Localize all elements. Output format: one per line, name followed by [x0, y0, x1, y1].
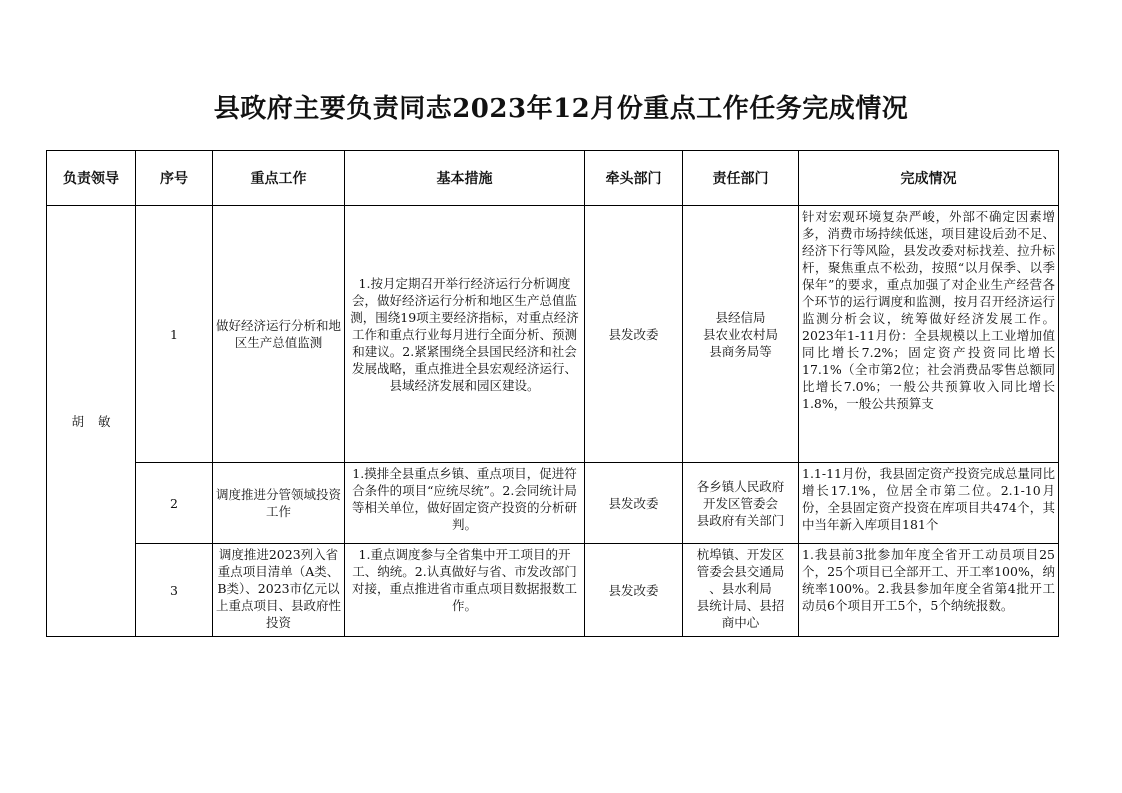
row-seq: 1: [136, 206, 213, 463]
resp-dept-line: 县政府有关部门: [696, 512, 785, 528]
row-status-text: 1.我县前3批参加年度全省开工动员项目25个，25个项目已全部开工、开工率100%，纳统率100%。2.我县参加年度全省第4批开工动员6个项目开工5个，5个纳统报数。: [802, 547, 1055, 613]
header-lead-dept: 牵头部门: [585, 151, 683, 206]
row-lead-dept: 县发改委: [585, 206, 683, 463]
header-measures: 基本措施: [345, 151, 585, 206]
row-lead-dept: 县发改委: [585, 544, 683, 637]
row-status-text: 针对宏观环境复杂严峻，外部不确定因素增多，消费市场持续低迷，项目建设后劲不足、经济下行等风险，县发改委对标找差、拉升标杆，聚焦重点不松劲，按照“以月保季、以季保年”的要求，重点加强了对企业生产经营各个环节的运行调度和监测，按月召开经济运行监测分析会议，统筹做好经济发展工作。2023年1-11月份：全县规模以上工业增加值同比增长7.2%；固定资产投资同比增长17.1%（全市第2位；社会消费品零售总额同比增长7.0%；一般公共预算收入同比增长1.8%，一般公共预算支: [802, 209, 1055, 411]
resp-dept-line: 各乡镇人民政府: [696, 478, 785, 494]
table-row: [47, 544, 1059, 637]
header-status: 完成情况: [799, 151, 1059, 206]
table-row: [47, 206, 1059, 463]
header-task: 重点工作: [213, 151, 345, 206]
resp-dept-line: 、县水利局: [709, 581, 772, 596]
row-task-text: 做好经济运行分析和地区生产总值监测: [216, 318, 342, 350]
row-resp-dept: [683, 463, 799, 544]
row-status: [799, 463, 1059, 544]
row-lead-dept: 县发改委: [585, 463, 683, 544]
resp-dept-line: 县统计局、县招: [696, 598, 785, 613]
resp-dept-line: 杭埠镇、开发区: [696, 547, 785, 562]
row-task: [213, 463, 345, 544]
row-measures: [345, 544, 585, 637]
task-table: [46, 150, 1059, 637]
header-seq: 序号: [136, 151, 213, 206]
resp-dept-line: 商中心: [721, 615, 760, 630]
resp-dept-line: 开发区管委会: [702, 495, 778, 511]
leader-name: 胡敏: [47, 206, 136, 637]
page-title: 县政府主要负责同志2023年12月份重点工作任务完成情况: [213, 94, 909, 124]
row-measures-text: 1.按月定期召开举行经济运行分析调度会，做好经济运行分析和地区生产总值监测，围绕19项主要经济指标，对重点经济工作和重点行业每月进行全面分析、预测和建议。2.紧紧围绕全县国民经济和社会发展战略，重点推进全县宏观经济运行、县域经济发展和园区建设。: [350, 275, 579, 393]
resp-dept-line: 县商务局等: [709, 343, 772, 359]
row-task-text: 调度推进2023列入省重点项目清单（A类、B类）、2023市亿元以上重点项目、县政府性投资: [216, 547, 342, 630]
row-measures: [345, 463, 585, 544]
row-resp-dept: [683, 544, 799, 637]
row-measures-text: 1.摸排全县重点乡镇、重点项目，促进符合条件的项目“应统尽统”。2.会同统计局等相关单位，做好固定资产投资的分析研判。: [351, 466, 577, 532]
table-row: [47, 463, 1059, 544]
row-task: [213, 544, 345, 637]
row-measures: [345, 206, 585, 463]
row-measures-text: 1.重点调度参与全省集中开工项目的开工、纳统。2.认真做好与省、市发改部门对接，重点推进省市重点项目数据报数工作。: [351, 547, 577, 613]
header-leader: 负责领导: [47, 151, 136, 206]
resp-dept-line: 县农业农村局: [702, 326, 778, 342]
resp-dept-line: 管委会县交通局: [696, 564, 785, 579]
row-status: [799, 206, 1059, 463]
row-seq: 3: [136, 544, 213, 637]
header-resp-dept: 责任部门: [683, 151, 799, 206]
row-task-text: 调度推进分管领域投资工作: [216, 487, 342, 519]
row-seq: 2: [136, 463, 213, 544]
row-resp-dept: [683, 206, 799, 463]
header-row: [47, 151, 1059, 206]
row-status: [799, 544, 1059, 637]
row-status-text: 1.1-11月份，我县固定资产投资完成总量同比增长17.1%，位居全市第二位。2.1-10月份，全县固定资产投资在库项目共474个，其中当年新入库项目181个: [802, 466, 1055, 532]
row-task: [213, 206, 345, 463]
resp-dept-line: 县经信局: [715, 309, 766, 325]
